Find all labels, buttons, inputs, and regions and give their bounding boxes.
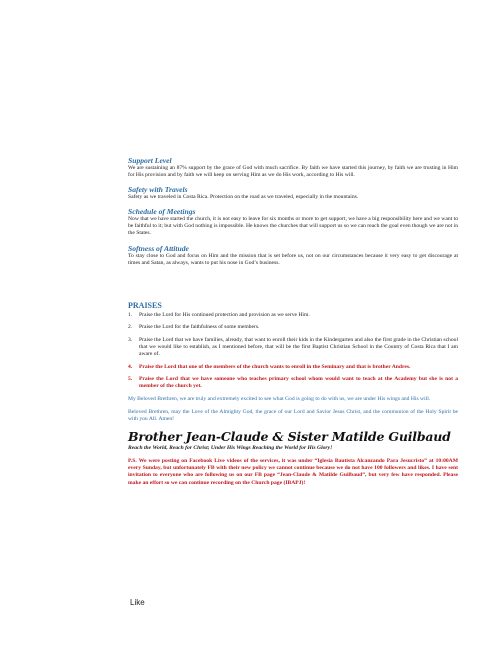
closing-paragraph-blessing: Beloved Brethren, may the Love of the Almighty God, the grace of our Lord and Savior Jesus Christ, and the communion of the Holy Spirit be with you All. Amen!	[128, 409, 458, 423]
praise-number: 1.	[128, 311, 133, 318]
prayer-request-attitude	[128, 244, 458, 267]
praise-item	[128, 312, 458, 319]
prayer-request-support	[128, 156, 458, 179]
motto: Reach the World, Reach for Christ; Under His Wings Reaching the World for His Glory!	[128, 445, 333, 452]
praise-text: Praise the Lord for His continued protection and provision as we serve Him.	[139, 311, 310, 318]
postscript	[128, 458, 458, 486]
praises-list	[128, 312, 458, 391]
section-title: Schedule of Meetings	[128, 207, 196, 217]
praise-text: Praise the Lord that one of the members of the church wants to enroll in the Seminary and that is brother Andres.	[139, 363, 411, 370]
like-button[interactable]: Like	[130, 598, 145, 607]
section-title: Softness of Attitude	[128, 243, 189, 253]
postscript-rest: ” at 10:00AM every Sunday, but unfortunately FB with their new policy we cannot continue because we do not have 100 followers and likes. I have sent invitation to everyone who are following us on our FB page “Jean-Claude & Matilde Guilbaud”, but very few have responded. Please make an effort so we can continue recording on the Church page (IBAPJ)!	[128, 458, 458, 486]
letter-content	[128, 156, 458, 487]
section-title: Safety with Travels	[128, 185, 188, 195]
section-body: Safety as we traveled in Costa Rica. Protection on the road as we traveled, especially in the mountains.	[128, 194, 359, 201]
praise-number: 2.	[128, 324, 133, 331]
praise-number: 3.	[128, 336, 133, 343]
praise-text: Praise the Lord that we have families, already, that want to enroll their kids in the Kindergarten and also the first grade in the Christian school that we would like to establish, as I mentioned before, that will be the first Baptist Christian School in the Country of Costa Rica that I am aware of.	[139, 336, 458, 358]
praise-number: 5.	[128, 376, 133, 383]
prayer-request-safety	[128, 185, 458, 201]
praise-text: Praise the Lord that we have someone who teaches primary school whom would want to teach at the Academy but she is not a member of the church yet.	[139, 376, 458, 390]
section-body: We are sustaining an 87% support by the grace of God with much sacrifice. By faith we have started this journey, by faith we are trusting in Him for His provision and by faith we will keep on serving Him as we do His work, according to His will.	[128, 165, 458, 179]
postscript-church-name: Iglesia Bautista Alcanzando Para Jesucristo	[317, 458, 425, 465]
closing-paragraph-excited: My Beloved Brethren, we are truly and extremely excited to see what God is going to do with us, we are under His wings and His will.	[128, 396, 431, 402]
praise-item-highlighted	[128, 376, 458, 390]
section-body: To stay close to God and focus on Him and the mission that is set before us, not on our circumstances because it very easy to get discourage at times and Satan, as always, wants to put his nose in God’s business.	[128, 252, 458, 266]
praise-item-highlighted	[128, 364, 458, 371]
signature: Brother Jean-Claude & Sister Matilde Guilbaud	[128, 429, 451, 445]
prayer-request-meetings	[128, 207, 458, 237]
praise-item	[128, 337, 458, 358]
praises-heading: PRAISES	[128, 300, 162, 310]
section-title: Support Level	[128, 156, 172, 165]
praise-item	[128, 324, 458, 331]
section-body: Now that we have started the church, it is not easy to leave for six months or more to get support, we have a big responsibility here and we want to be faithful to it; but with God nothing is impossible. He knows the churches that will support us so we can reach the goal even though we are not in the States.	[128, 216, 458, 237]
praise-text: Praise the Lord for the faithfulness of some members.	[139, 324, 260, 331]
postscript-prefix: P.S. We were posting on Facebook Live videos of the services, it was under “	[128, 458, 318, 465]
praise-number: 4.	[128, 363, 133, 370]
